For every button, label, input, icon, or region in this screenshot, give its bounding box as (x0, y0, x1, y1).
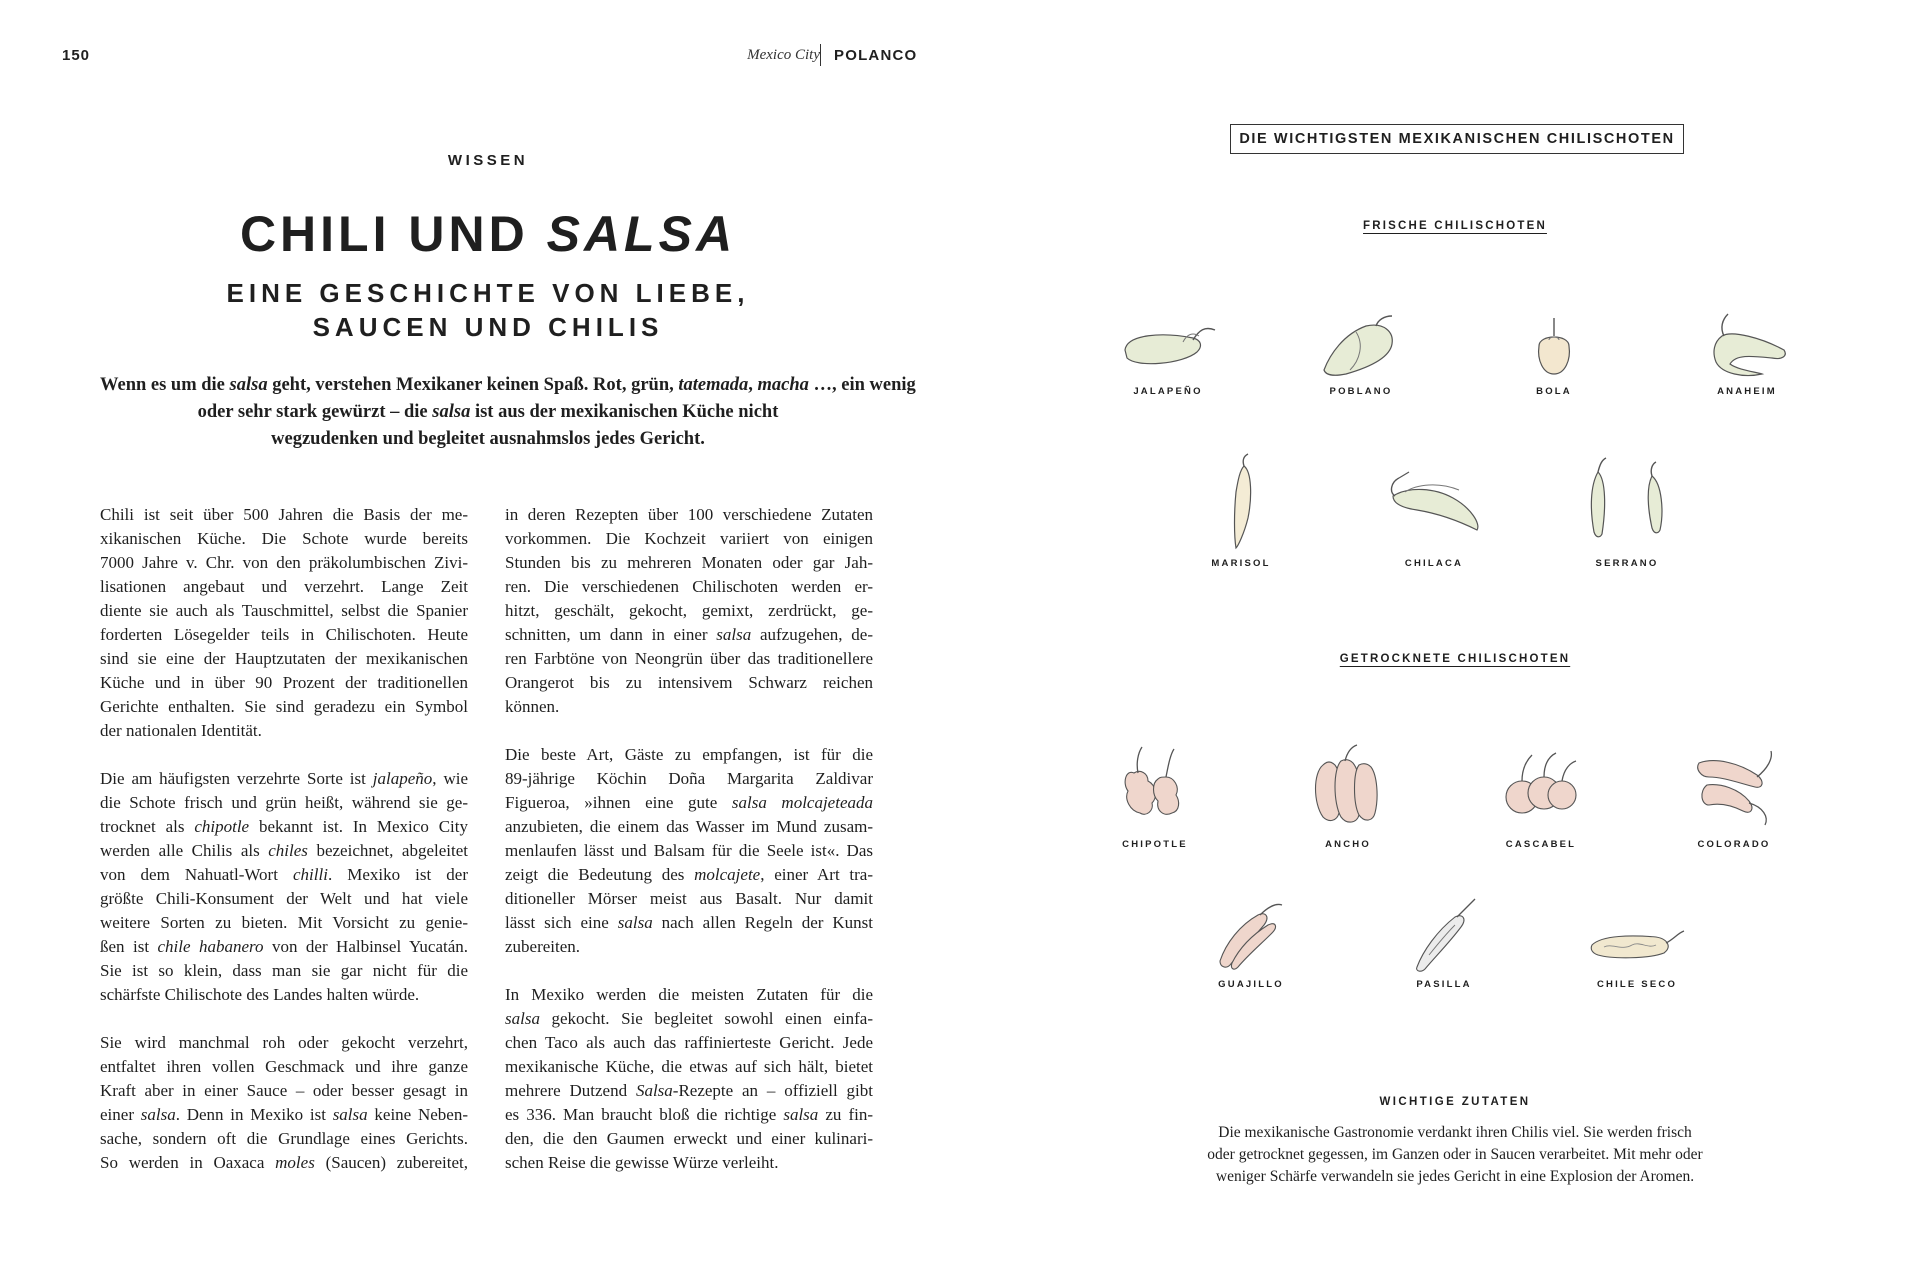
running-head-separator (820, 44, 821, 66)
poblano-icon (1306, 312, 1416, 380)
chili-label: GUAJILLO (1218, 979, 1284, 990)
body-paragraph: Sie wird manchmal roh oder gekocht verzehrt, entfaltet ihren vollen Geschmack und ihre ganze Kraft aber in einer Sauce – oder besser gesagt in einer salsa. Denn in Mexiko ist salsa keine Neben- sache, sondern oft die Grundlage eines Gerichts. So werden in Oaxaca moles (Saucen) zubereitet, (100, 1033, 468, 1172)
ingredients-title: WICHTIGE ZUTATEN (1379, 1096, 1531, 1108)
article-title (88, 205, 888, 263)
jalapeno-icon (1113, 312, 1223, 380)
infographic-title-box: DIE WICHTIGSTEN MEXIKANISCHEN CHILISCHOTEN (1230, 124, 1684, 154)
body-paragraph: Chili ist seit über 500 Jahren die Basis der me- xikanischen Küche. Die Schote wurde bereits 7000 Jahre v. Chr. von den präkolumbischen Zivi- lisationen angebaut und verzehrt. Lange Zeit diente sie auch als Tauschmittel, selbst die Spanier forderten Lösegelder teils in Chilischoten. Heute sind sie eine der Hauptzutaten der mexikanischen Küche und in über 90 Prozent der traditionellen Gerichte enthalten. Sie sind geradezu ein Symbol der nationalen Identität. (100, 505, 468, 740)
serrano-icon (1572, 452, 1682, 552)
chili-label: CASCABEL (1505, 839, 1577, 850)
body-paragraph: In Mexiko werden die meisten Zutaten für die salsa gekocht. Sie begleitet sowohl einen einfa- chen Taco als auch das raffinierteste Gericht. Jede mexikanische Küche, die etwas auf sich hält, bietet mehrere Dutzend Salsa-Rezepte an – offiziell gibt es 336. Man braucht bloß die richtige salsa zu fin- den, die den Gaumen erweckt und einer kulinari- schen Reise die gewisse Würze verleiht. (505, 985, 873, 1172)
chili-label: BOLA (1536, 386, 1572, 397)
chili-anaheim (1672, 312, 1822, 397)
running-head-district: POLANCO (834, 47, 918, 64)
body-paragraph: Die beste Art, Gäste zu empfangen, ist für die 89-jährige Köchin Doña Margarita Zaldivar Figueroa, »ihnen eine gute salsa molcajeteada anzubieten, die einem das Wasser im Mund zusam- menlaufen lässt und Balsam für die Seele ist«. Das zeigt die Bedeutung des molcajete, einer Art tra- ditioneller Mörser meist aus Basalt. Nur damit lässt sich eine salsa nach allen Regeln der Kunst zubereiten. (505, 745, 874, 956)
chili-label: CHILE SECO (1596, 979, 1678, 990)
chili-label: SERRANO (1595, 558, 1659, 569)
chili-guajillo (1176, 895, 1326, 990)
chili-cascabel (1466, 733, 1616, 850)
running-head-city: Mexico City (747, 47, 820, 63)
article-subtitle (88, 276, 888, 344)
ingredients-text: Die mexikanische Gastronomie verdankt ihren Chilis viel. Sie werden frisch oder getrocknet gegessen, im Ganzen oder in Saucen verarbeitet. Mit mehr oder weniger Schärfe verwandeln sie jedes Gericht in eine Explosion der Aromen. (1207, 1124, 1703, 1185)
subtitle-line: SAUCEN UND CHILIS (312, 312, 664, 342)
chili-chile-seco (1562, 895, 1712, 990)
lead-paragraph: Wenn es um die salsa geht, verstehen Mexikaner keinen Spaß. Rot, grün, tatemada, macha …, ein wenig oder sehr stark gewürzt – die salsa ist aus der mexikanischen Küche nicht wegzudenken und begleitet ausnahmslos jedes Gericht. (100, 375, 916, 449)
chili-label: JALAPEÑO (1133, 386, 1203, 397)
chili-label: PASILLA (1416, 979, 1472, 990)
colorado-icon (1679, 733, 1789, 833)
chili-bola (1479, 312, 1629, 397)
chilaca-icon (1379, 452, 1489, 552)
body-column-left (100, 503, 468, 1199)
anaheim-icon (1692, 312, 1802, 380)
body-paragraph: Die am häufigsten verzehrte Sorte ist jalapeño, wie die Schote frisch und grün heißt, während sie ge- trocknet als chipotle bekannt ist. In Mexico City werden alle Chilis als chiles bezeichnet, abgeleitet von dem Nahuatl-Wort chilli. Mexiko ist der größte Chili-Konsument der Welt und hat viele weitere Sorten zu bieten. Mit Vorsicht zu genie- ßen ist chile habanero von der Halbinsel Yucatán. Sie ist so klein, dass man sie gar nicht für die schärfste Chilischote des Landes halten würde. (100, 769, 469, 1004)
chili-chipotle (1080, 733, 1230, 850)
ancho-icon (1293, 733, 1403, 833)
body-column-right (505, 503, 873, 1199)
chili-jalapeno (1093, 312, 1243, 397)
section-kicker: WISSEN (447, 152, 529, 169)
page-number: 150 (62, 47, 91, 64)
chili-label: ANAHEIM (1717, 386, 1777, 397)
chile-seco-icon (1582, 895, 1692, 973)
article-title-italic: SALSA (546, 206, 737, 262)
chili-serrano (1552, 452, 1702, 569)
chili-label: ANCHO (1325, 839, 1371, 850)
chili-pasilla (1369, 895, 1519, 990)
chili-marisol (1166, 452, 1316, 569)
chili-colorado (1659, 733, 1809, 850)
chili-label: MARISOL (1211, 558, 1271, 569)
bola-icon (1499, 312, 1609, 380)
chili-chilaca (1359, 452, 1509, 569)
fresh-chilis-title: FRISCHE CHILISCHOTEN (1363, 220, 1547, 232)
marisol-icon (1186, 452, 1296, 552)
chili-label: POBLANO (1329, 386, 1393, 397)
dried-chilis-title: GETROCKNETE CHILISCHOTEN (1339, 653, 1571, 665)
chili-label: CHIPOTLE (1122, 839, 1188, 850)
article-title-plain: CHILI UND (239, 206, 547, 262)
chili-ancho (1273, 733, 1423, 850)
guajillo-icon (1196, 895, 1306, 973)
body-paragraph: in deren Rezepten über 100 verschiedene Zutaten vorkommen. Die Kochzeit variiert von einigen Stunden bis zu mehreren Monaten oder gar Jah- ren. Die verschiedenen Chilischoten werden er- hitzt, geschält, gekocht, gemixt, zerdrückt, ge- schnitten, um dann in einer salsa aufzugehen, de- ren Farbtöne von Neongrün über das traditionellere Orangerot bis zu intensivem Schwarz reichen können. (505, 505, 873, 716)
chipotle-icon (1100, 733, 1210, 833)
chili-poblano (1286, 312, 1436, 397)
pasilla-icon (1389, 895, 1499, 973)
chili-label: COLORADO (1697, 839, 1771, 850)
chili-label: CHILACA (1404, 558, 1464, 569)
subtitle-line: EINE GESCHICHTE VON LIEBE, (226, 278, 750, 308)
cascabel-icon (1486, 733, 1596, 833)
